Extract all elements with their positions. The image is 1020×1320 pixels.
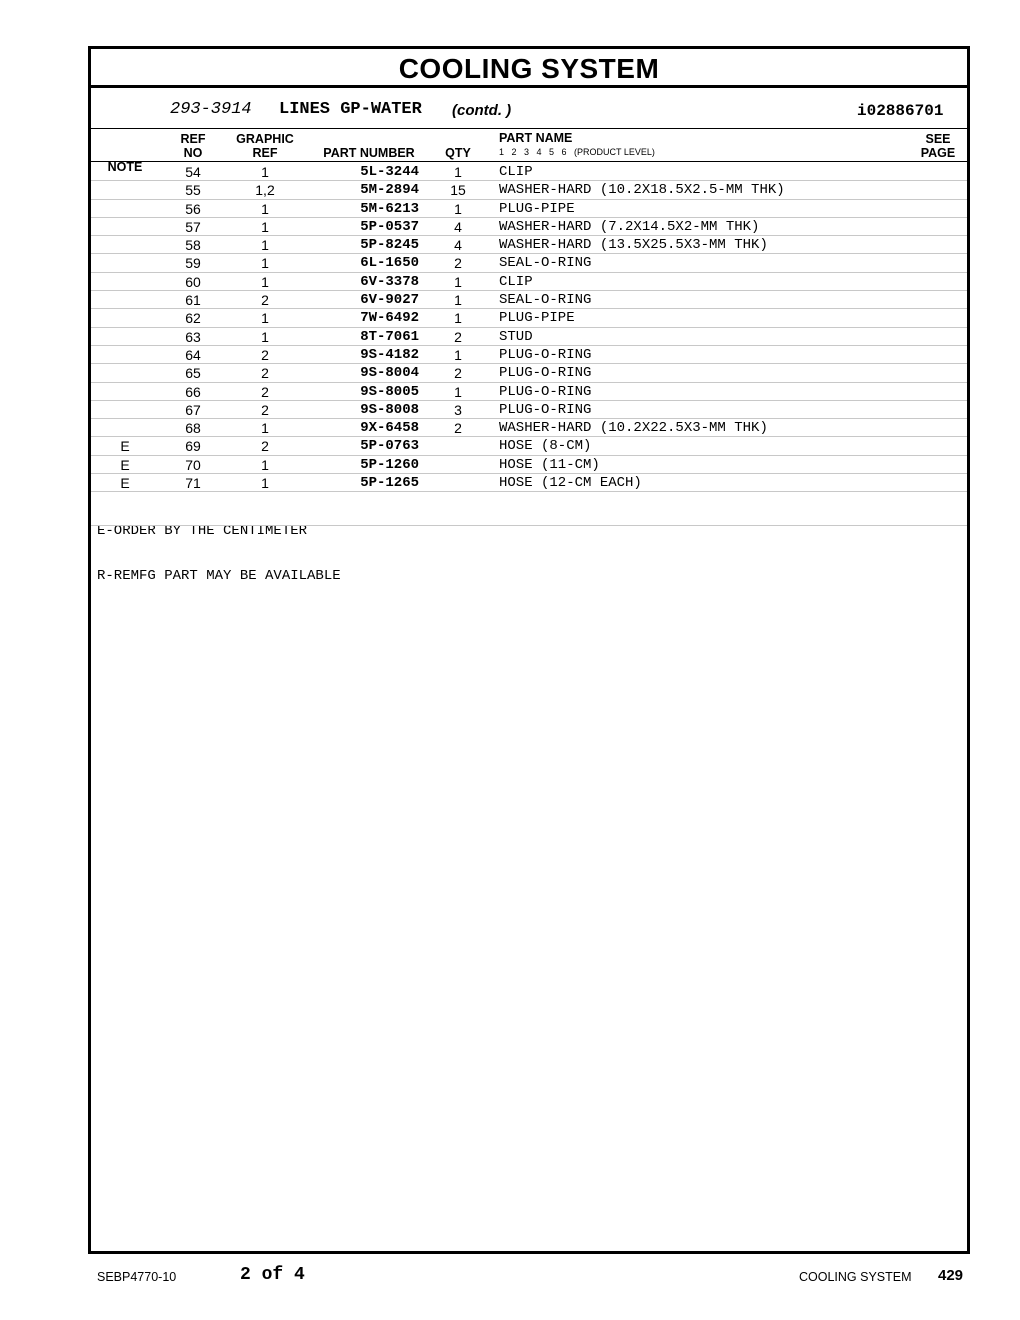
part-number-cell: 6L-1650 xyxy=(360,255,419,272)
header-divider xyxy=(91,161,967,162)
part-name-cell: SEAL-O-RING xyxy=(499,255,592,272)
part-number-cell: 9X-6458 xyxy=(360,420,419,437)
note-cell: E xyxy=(120,456,130,473)
ref-no-cell: 67 xyxy=(185,401,201,418)
ref-no-cell: 58 xyxy=(185,237,201,254)
notes-legend xyxy=(97,494,341,614)
qty-cell: 2 xyxy=(454,255,462,272)
header-product-levels: 1 2 3 4 5 6 (PRODUCT LEVEL) xyxy=(499,147,655,157)
part-number-cell: 9S-8004 xyxy=(360,365,419,382)
part-name-cell: CLIP xyxy=(499,164,533,180)
part-name-cell: PLUG-O-RING xyxy=(499,346,592,363)
part-number-cell: 6V-3378 xyxy=(360,273,419,290)
ref-no-cell: 63 xyxy=(185,328,201,345)
table-row xyxy=(91,364,967,382)
header-ref-no: REF NO xyxy=(180,132,206,160)
graphic-ref-cell: 2 xyxy=(261,365,269,382)
table-row xyxy=(91,401,967,419)
part-name-cell: PLUG-O-RING xyxy=(499,401,592,418)
ref-no-cell: 62 xyxy=(185,310,201,327)
part-number-cell: 5P-1260 xyxy=(360,456,419,473)
group-header xyxy=(91,88,967,129)
section-title: COOLING SYSTEM xyxy=(91,49,967,88)
part-number-cell: 5P-0537 xyxy=(360,218,419,235)
ref-no-cell: 56 xyxy=(185,200,201,217)
part-number-cell: 9S-8005 xyxy=(360,383,419,400)
part-name-cell: PLUG-PIPE xyxy=(499,310,575,327)
qty-cell: 1 xyxy=(454,346,462,363)
part-number-cell: 9S-8008 xyxy=(360,401,419,418)
qty-cell: 1 xyxy=(454,383,462,400)
header-graphic-ref: GRAPHIC REF xyxy=(236,132,294,160)
qty-cell: 1 xyxy=(454,273,462,290)
parts-page-frame xyxy=(88,46,970,1254)
table-row xyxy=(91,236,967,254)
graphic-ref-cell: 2 xyxy=(261,292,269,309)
qty-cell: 4 xyxy=(454,218,462,235)
header-note: NOTE xyxy=(107,160,143,174)
qty-cell: 1 xyxy=(454,164,462,180)
part-name-cell: HOSE (12-CM EACH) xyxy=(499,475,642,492)
graphic-ref-cell: 1 xyxy=(261,218,269,235)
table-row xyxy=(91,309,967,327)
graphic-ref-cell: 2 xyxy=(261,346,269,363)
part-number-cell: 7W-6492 xyxy=(360,310,419,327)
note-cell: E xyxy=(120,438,130,455)
qty-cell: 15 xyxy=(450,182,466,199)
ref-no-cell: 65 xyxy=(185,365,201,382)
ref-no-cell: 54 xyxy=(185,164,201,180)
header-part-name: PART NAME xyxy=(499,131,573,145)
table-row xyxy=(91,383,967,401)
part-number-cell: 9S-4182 xyxy=(360,346,419,363)
graphic-ref-cell: 1 xyxy=(261,475,269,492)
table-row xyxy=(91,437,967,455)
table-row xyxy=(91,254,967,272)
part-name-cell: PLUG-PIPE xyxy=(499,200,575,217)
group-name: LINES GP-WATER xyxy=(279,100,422,119)
header-see-page: SEE PAGE xyxy=(920,132,956,160)
part-name-cell: WASHER-HARD (7.2X14.5X2-MM THK) xyxy=(499,218,760,235)
note-line-r: R-REMFG PART MAY BE AVAILABLE xyxy=(97,568,341,584)
qty-cell: 2 xyxy=(454,328,462,345)
parts-list xyxy=(91,163,967,492)
header-part-number: PART NUMBER xyxy=(323,146,415,160)
qty-cell: 4 xyxy=(454,237,462,254)
footer-document-number: SEBP4770-10 xyxy=(97,1270,177,1284)
graphic-ref-cell: 1 xyxy=(261,420,269,437)
ref-no-cell: 60 xyxy=(185,273,201,290)
table-row xyxy=(91,181,967,199)
ref-no-cell: 68 xyxy=(185,420,201,437)
part-name-cell: PLUG-O-RING xyxy=(499,365,592,382)
graphic-ref-cell: 1 xyxy=(261,328,269,345)
table-row xyxy=(91,328,967,346)
ref-no-cell: 70 xyxy=(185,456,201,473)
footer-section-name: COOLING SYSTEM xyxy=(799,1270,912,1284)
part-name-cell: HOSE (11-CM) xyxy=(499,456,600,473)
table-row xyxy=(91,163,967,181)
footer-page-of: 2 of 4 xyxy=(240,1265,305,1285)
graphic-ref-cell: 2 xyxy=(261,383,269,400)
graphic-ref-cell: 1,2 xyxy=(255,182,275,199)
ref-no-cell: 64 xyxy=(185,346,201,363)
table-row xyxy=(91,218,967,236)
header-qty: QTY xyxy=(445,146,471,160)
part-name-cell: WASHER-HARD (13.5X25.5X3-MM THK) xyxy=(499,237,768,254)
part-name-cell: SEAL-O-RING xyxy=(499,292,592,309)
ref-no-cell: 55 xyxy=(185,182,201,199)
graphic-ref-cell: 1 xyxy=(261,200,269,217)
qty-cell: 3 xyxy=(454,401,462,418)
qty-cell: 2 xyxy=(454,420,462,437)
ref-no-cell: 71 xyxy=(185,475,201,492)
part-number-cell: 5L-3244 xyxy=(360,164,419,180)
group-number: 293-3914 xyxy=(170,100,252,119)
part-name-cell: WASHER-HARD (10.2X22.5X3-MM THK) xyxy=(499,420,768,437)
table-row xyxy=(91,291,967,309)
part-number-cell: 5P-1265 xyxy=(360,475,419,492)
group-continued: (contd. ) xyxy=(452,102,512,119)
table-row xyxy=(91,200,967,218)
graphic-ref-cell: 1 xyxy=(261,456,269,473)
graphic-ref-cell: 1 xyxy=(261,273,269,290)
ref-no-cell: 69 xyxy=(185,438,201,455)
notes-divider xyxy=(91,525,967,526)
ref-no-cell: 57 xyxy=(185,218,201,235)
table-row xyxy=(91,419,967,437)
footer-page-number: 429 xyxy=(938,1267,964,1284)
graphic-ref-cell: 2 xyxy=(261,438,269,455)
part-number-cell: 5P-0763 xyxy=(360,438,419,455)
part-number-cell: 5P-8245 xyxy=(360,237,419,254)
graphic-ref-cell: 1 xyxy=(261,164,269,180)
table-row xyxy=(91,346,967,364)
part-number-cell: 8T-7061 xyxy=(360,328,419,345)
part-name-cell: PLUG-O-RING xyxy=(499,383,592,400)
qty-cell: 1 xyxy=(454,200,462,217)
qty-cell: 1 xyxy=(454,310,462,327)
table-row xyxy=(91,474,967,492)
part-number-cell: 5M-2894 xyxy=(360,182,419,199)
part-name-cell: STUD xyxy=(499,328,533,345)
part-number-cell: 5M-6213 xyxy=(360,200,419,217)
ref-no-cell: 66 xyxy=(185,383,201,400)
graphic-ref-cell: 1 xyxy=(261,310,269,327)
part-name-cell: WASHER-HARD (10.2X18.5X2.5-MM THK) xyxy=(499,182,785,199)
part-name-cell: CLIP xyxy=(499,273,533,290)
ref-no-cell: 59 xyxy=(185,255,201,272)
part-name-cell: HOSE (8-CM) xyxy=(499,438,592,455)
graphic-ref-cell: 2 xyxy=(261,401,269,418)
note-line-e: E-ORDER BY THE CENTIMETER xyxy=(97,523,308,539)
note-cell: E xyxy=(120,475,130,492)
qty-cell: 2 xyxy=(454,365,462,382)
part-number-cell: 6V-9027 xyxy=(360,292,419,309)
illustration-id: i02886701 xyxy=(857,102,944,120)
graphic-ref-cell: 1 xyxy=(261,237,269,254)
table-row xyxy=(91,456,967,474)
ref-no-cell: 61 xyxy=(185,292,201,309)
table-row xyxy=(91,273,967,291)
qty-cell: 1 xyxy=(454,292,462,309)
graphic-ref-cell: 1 xyxy=(261,255,269,272)
